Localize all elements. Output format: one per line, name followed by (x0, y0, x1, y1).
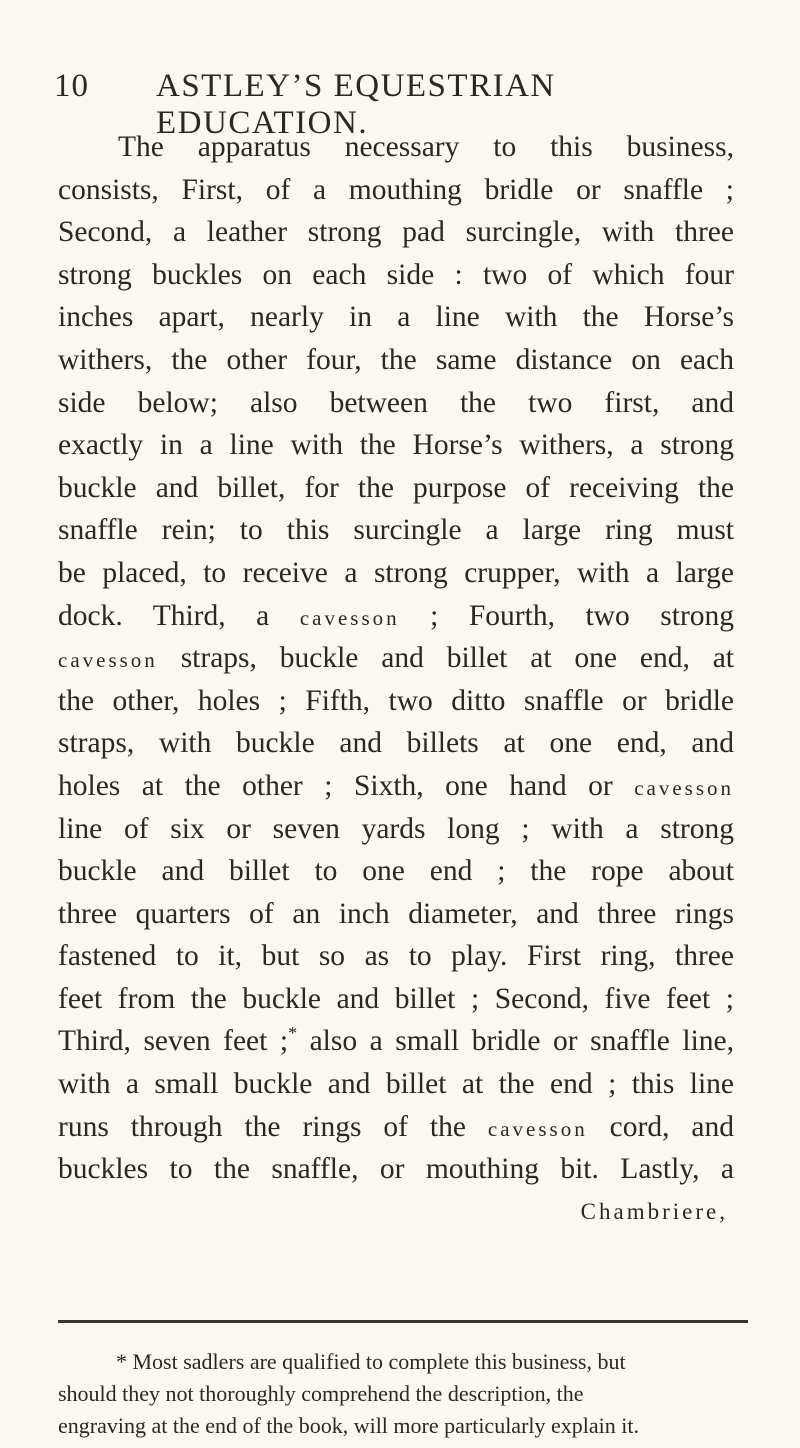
text-line: fastened to it, but so as to play. First ring, three (58, 940, 734, 973)
page-header (54, 68, 754, 141)
text-line: buckle and billet, for the purpose of receiving the (58, 471, 734, 504)
text-line (58, 765, 734, 808)
text-line (58, 1106, 734, 1149)
text-segment: Third, seven feet ; (58, 1025, 289, 1058)
text-line: with a small buckle and billet at the end ; this line (58, 1068, 734, 1101)
text-line (58, 1020, 734, 1063)
footnote-line: * Most sadlers are qualified to complete this business, but (116, 1349, 626, 1374)
text-segment: ; Fourth, two strong (430, 599, 734, 632)
text-line: exactly in a line with the Horse’s withers, a strong (58, 429, 734, 462)
text-segment: straps, buckle and billet at one end, at (180, 642, 734, 675)
text-line (58, 637, 734, 680)
running-title: ASTLEY’S EQUESTRIAN EDUCATION. (156, 68, 556, 141)
text-line: buckle and billet to one end ; the rope about (58, 855, 734, 888)
text-line: inches apart, nearly in a line with the Horse’s (58, 301, 734, 334)
footnote-line: should they not thoroughly comprehend the description, the (58, 1381, 584, 1406)
text-line: the other, holes ; Fifth, two ditto snaffle or bridle (58, 684, 734, 717)
text-line: buckles to the snaffle, or mouthing bit. Lastly, a (58, 1153, 734, 1186)
text-line: be placed, to receive a strong crupper, with a large (58, 556, 734, 589)
text-line: withers, the other four, the same distance on each (58, 343, 734, 376)
text-line: strong buckles on each side : two of which four (58, 258, 734, 291)
page-number: 10 (54, 68, 89, 104)
small-caps-term: cavesson (58, 648, 158, 673)
main-paragraph (58, 126, 734, 1233)
footnote-divider (58, 1320, 748, 1323)
text-line: consists, First, of a mouthing bridle or snaffle ; (58, 173, 734, 206)
text-line: three quarters of an inch diameter, and three rings (58, 897, 734, 930)
small-caps-term: cavesson (487, 1116, 588, 1141)
catchword: Chambriere, (580, 1198, 728, 1224)
text-line: side below; also between the two first, and (58, 386, 734, 419)
footnote-line: engraving at the end of the book, will more particularly explain it. (58, 1413, 639, 1438)
footnote-marker: * (288, 1023, 298, 1044)
text-segment: dock. Third, a (58, 599, 270, 632)
text-line: Second, a leather strong pad surcingle, with three (58, 216, 734, 249)
text-line: line of six or seven yards long ; with a strong (58, 812, 734, 845)
small-caps-term: cavesson (299, 605, 400, 630)
text-line (58, 595, 734, 638)
text-segment: runs through the rings of the (58, 1110, 466, 1143)
text-segment: also a small bridle or snaffle line, (309, 1025, 734, 1058)
text-line: The apparatus necessary to this business, (118, 131, 734, 163)
text-line: snaffle rein; to this surcingle a large ring must (58, 514, 734, 547)
text-line: feet from the buckle and billet ; Second, five feet ; (58, 982, 734, 1015)
text-segment: holes at the other ; Sixth, one hand or (58, 769, 613, 802)
small-caps-term: cavesson (634, 775, 734, 800)
footnote (58, 1346, 748, 1442)
text-segment: cord, and (609, 1110, 734, 1143)
text-line: straps, with buckle and billets at one end, and (58, 727, 734, 760)
